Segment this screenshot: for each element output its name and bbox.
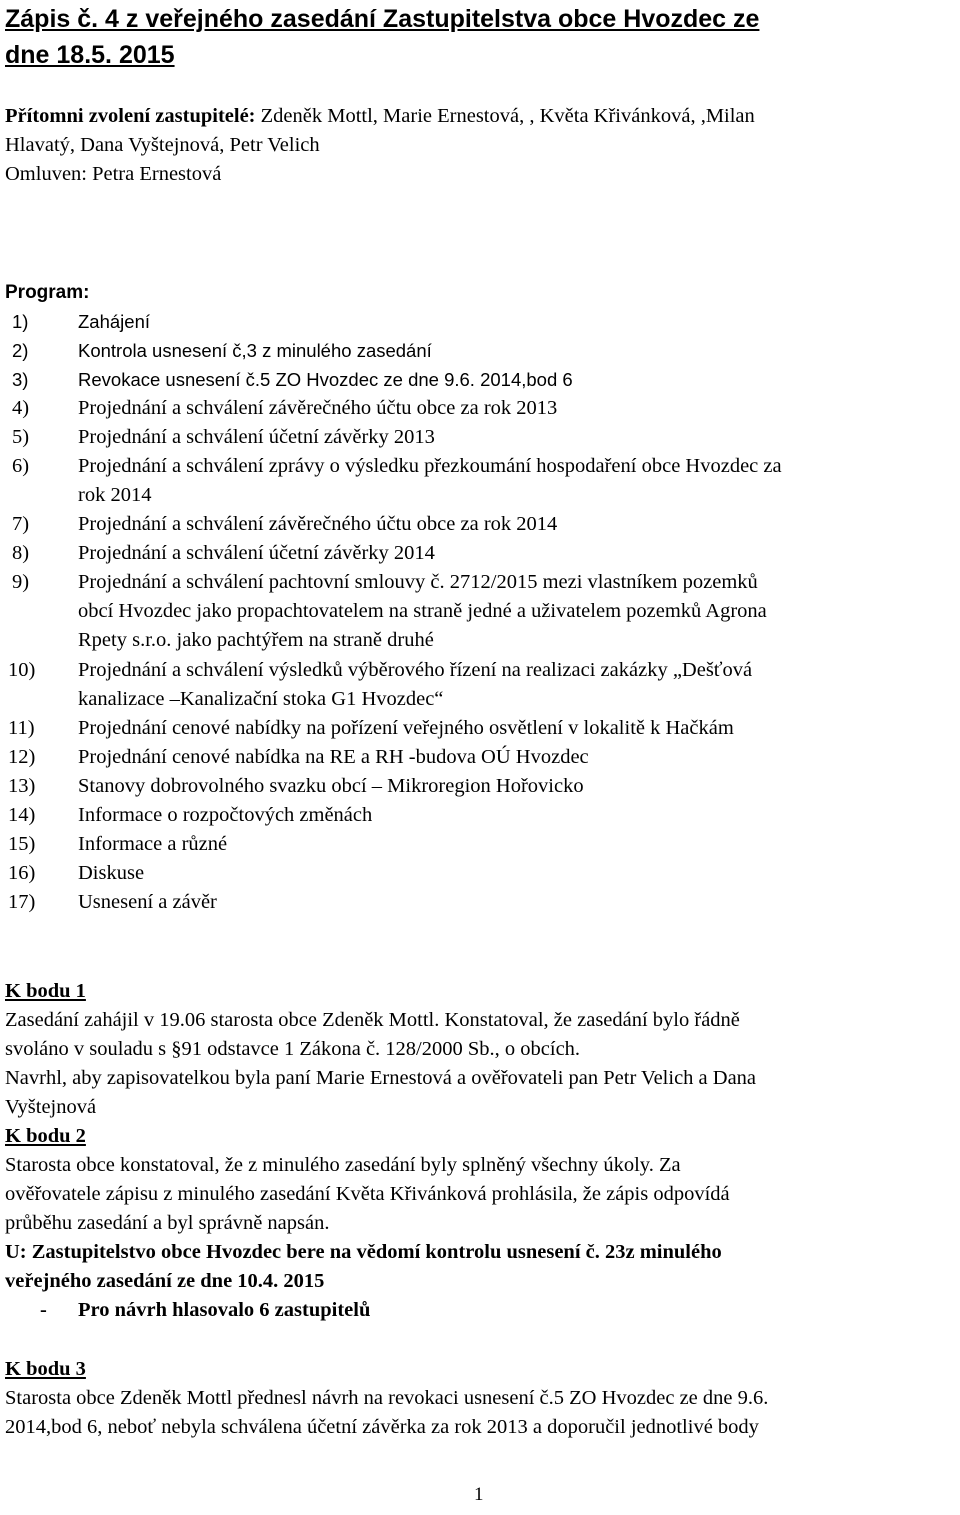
- program-item-text: Stanovy dobrovolného svazku obcí – Mikroregion Hořovicko: [78, 775, 584, 797]
- program-item-text: Projednání a schválení účetní závěrky 2013: [78, 426, 435, 448]
- attendance-present-names-2: Hlavatý, Dana Vyštejnová, Petr Velich: [5, 134, 320, 156]
- program-item-text: Revokace usnesení č.5 ZO Hvozdec ze dne 9.6. 2014,bod 6: [78, 369, 573, 390]
- page-number: 1: [474, 1484, 484, 1505]
- program-item-text: Projednání a schválení výsledků výběrového řízení na realizaci zakázky „Dešťová: [78, 659, 753, 681]
- program-item-text: Zahájení: [78, 311, 150, 332]
- program-item-number: 12): [8, 746, 36, 768]
- section-heading-bod-1: K bodu 1: [5, 980, 86, 1002]
- program-item-continuation: Rpety s.r.o. jako pachtýřem na straně druhé: [78, 629, 434, 651]
- document-title-line-2: dne 18.5. 2015: [5, 41, 175, 69]
- attendance-present-names-1: Zdeněk Mottl, Marie Ernestová, , Květa Křivánková, ,Milan: [255, 105, 755, 127]
- program-item-number: 10): [8, 659, 36, 681]
- program-item-number: 8): [12, 542, 30, 564]
- program-item-text: Projednání a schválení závěrečného účtu obce za rok 2014: [78, 513, 558, 535]
- resolution-line: veřejného zasedání ze dne 10.4. 2015: [5, 1270, 325, 1292]
- program-item-text: Diskuse: [78, 862, 145, 884]
- program-item-text: Informace a různé: [78, 833, 228, 855]
- program-item-number: 15): [8, 833, 36, 855]
- paragraph-line: ověřovatele zápisu z minulého zasedání Květa Křivánková prohlásila, že zápis odpovídá: [5, 1183, 730, 1205]
- program-item-text: Projednání a schválení pachtovní smlouvy č. 2712/2015 mezi vlastníkem pozemků: [78, 571, 758, 593]
- paragraph-line: Navrhl, aby zapisovatelkou byla paní Marie Ernestová a ověřovateli pan Petr Velich a Dana: [5, 1067, 757, 1089]
- program-item-text: Projednání a schválení zprávy o výsledku přezkoumání hospodaření obce Hvozdec za: [78, 455, 782, 477]
- vote-result: Pro návrh hlasovalo 6 zastupitelů: [78, 1299, 371, 1321]
- program-item-number: 11): [8, 717, 35, 739]
- program-item-continuation: kanalizace –Kanalizační stoka G1 Hvozdec“: [78, 688, 444, 710]
- program-item-number: 3): [12, 369, 29, 390]
- paragraph-line: Zasedání zahájil v 19.06 starosta obce Zdeněk Mottl. Konstatoval, že zasedání bylo řádně: [5, 1009, 740, 1031]
- program-item-number: 13): [8, 775, 36, 797]
- attendance-excused: Omluven: Petra Ernestová: [5, 163, 222, 185]
- section-heading-bod-2: K bodu 2: [5, 1125, 86, 1147]
- program-item-text: Usnesení a závěr: [78, 891, 217, 913]
- program-item-number: 6): [12, 455, 30, 477]
- program-item-continuation: obcí Hvozdec jako propachtovatelem na straně jedné a uživatelem pozemků Agrona: [78, 600, 767, 622]
- attendance-present-label: Přítomni zvolení zastupitelé:: [5, 105, 256, 127]
- resolution-line: U: Zastupitelstvo obce Hvozdec bere na vědomí kontrolu usnesení č. 23z minulého: [5, 1241, 722, 1263]
- attendance-present: [5, 102, 755, 131]
- paragraph-line: Vyštejnová: [5, 1096, 97, 1118]
- paragraph-line: průběhu zasedání a byl správně napsán.: [5, 1212, 330, 1234]
- program-item-text: Kontrola usnesení č,3 z minulého zasedání: [78, 340, 432, 361]
- program-item-number: 17): [8, 891, 36, 913]
- program-item-text: Projednání a schválení účetní závěrky 2014: [78, 542, 435, 564]
- vote-dash: -: [40, 1299, 47, 1321]
- program-item-text: Informace o rozpočtových změnách: [78, 804, 373, 826]
- document-title-line-1: Zápis č. 4 z veřejného zasedání Zastupitelstva obce Hvozdec ze: [5, 5, 760, 33]
- program-heading: Program:: [5, 282, 90, 303]
- program-item-text: Projednání cenové nabídka na RE a RH -budova OÚ Hvozdec: [78, 746, 589, 768]
- program-item-text: Projednání a schválení závěrečného účtu obce za rok 2013: [78, 397, 558, 419]
- program-item-number: 4): [12, 397, 30, 419]
- paragraph-line: svoláno v souladu s §91 odstavce 1 Zákona č. 128/2000 Sb., o obcích.: [5, 1038, 581, 1060]
- program-item-number: 9): [12, 571, 30, 593]
- program-item-continuation: rok 2014: [78, 484, 152, 506]
- paragraph-line: Starosta obce konstatoval, že z minulého zasedání byly splněný všechny úkoly. Za: [5, 1154, 681, 1176]
- program-item-number: 1): [12, 311, 29, 332]
- section-heading-bod-3: K bodu 3: [5, 1358, 86, 1380]
- program-item-number: 2): [12, 340, 29, 361]
- program-item-number: 14): [8, 804, 36, 826]
- program-item-number: 5): [12, 426, 30, 448]
- program-item-text: Projednání cenové nabídky na pořízení veřejného osvětlení v lokalitě k Hačkám: [78, 717, 734, 739]
- paragraph-line: 2014,bod 6, neboť nebyla schválena účetní závěrka za rok 2013 a doporučil jednotlivé body: [5, 1416, 759, 1438]
- paragraph-line: Starosta obce Zdeněk Mottl přednesl návrh na revokaci usnesení č.5 ZO Hvozdec ze dne 9.6.: [5, 1387, 769, 1409]
- program-item-number: 16): [8, 862, 36, 884]
- program-item-number: 7): [12, 513, 30, 535]
